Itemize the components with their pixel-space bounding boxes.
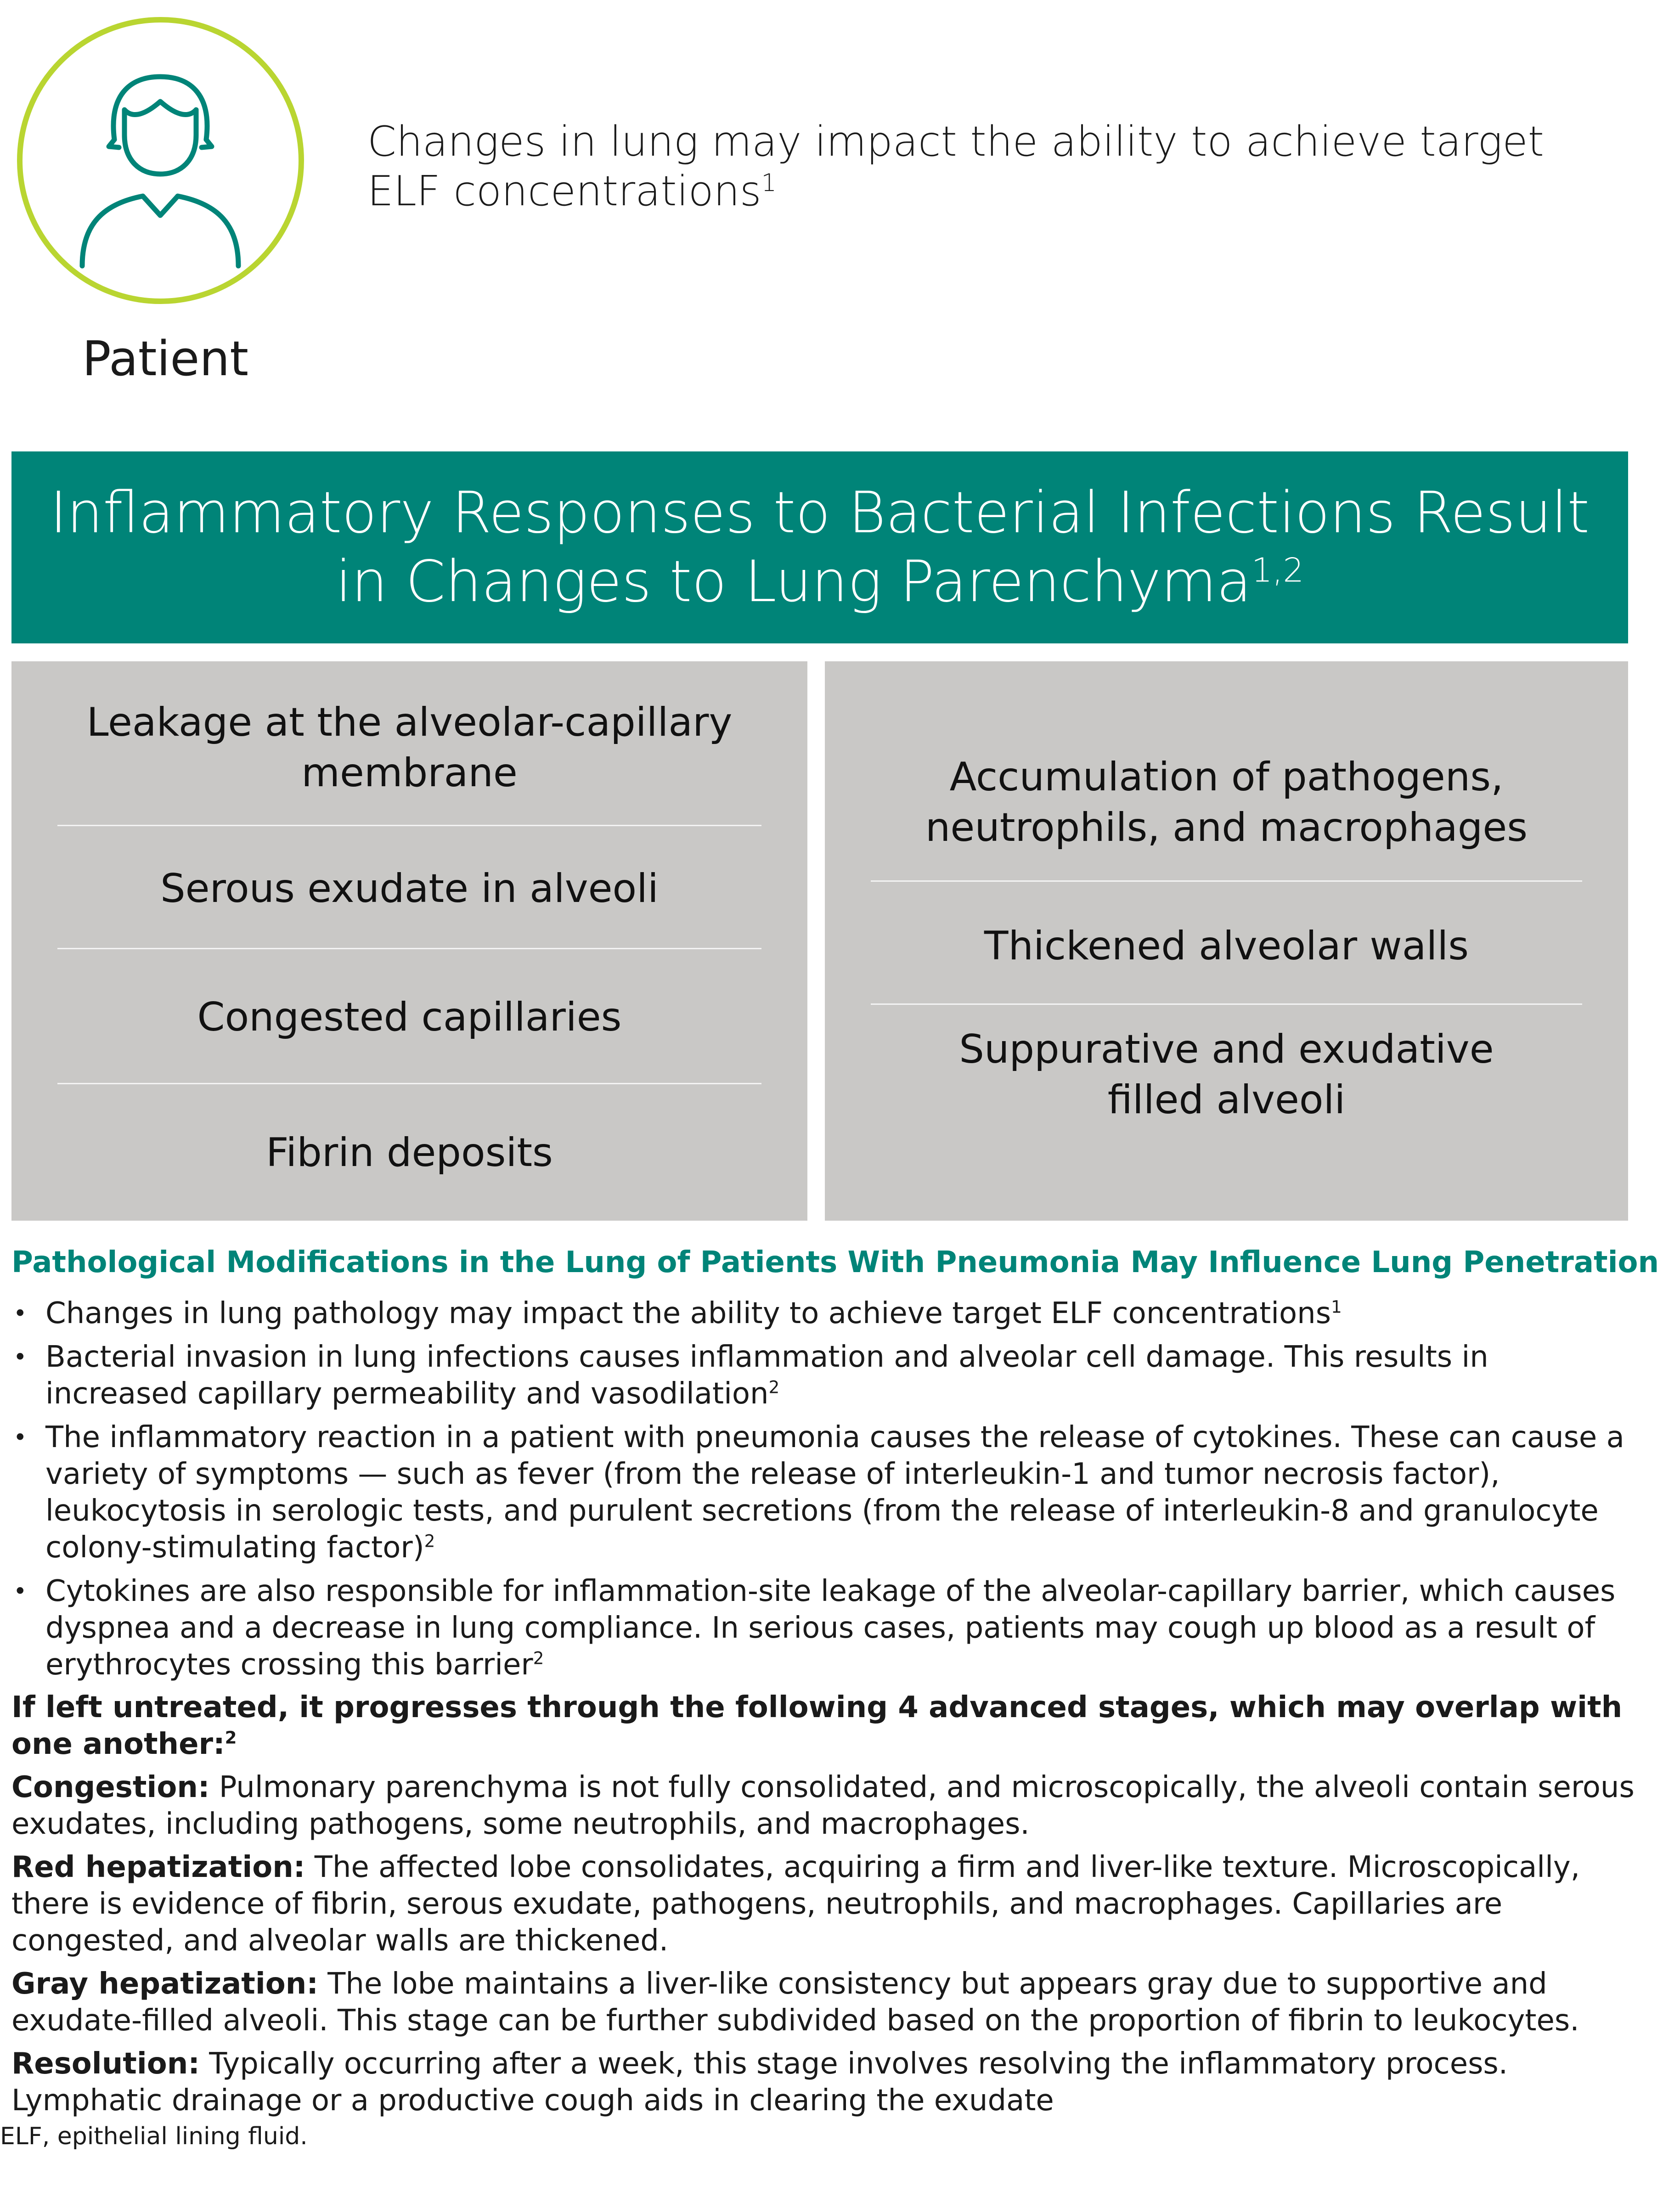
bullet-list — [11, 1295, 1628, 1690]
panel-item: Fibrin deposits — [266, 1130, 553, 1176]
stages-section — [11, 1689, 1637, 2125]
bullet-item: • Changes in lung pathology may impact the ability to achieve target ELF concentrations$^1$ — [11, 1295, 1628, 1332]
panel-item: Suppurative and exudative filled alveoli — [959, 1026, 1494, 1123]
bullet-item: • Cytokines are also responsible for inflammation-site leakage of the alveolar-capillary barrier, which causes dyspnea and a decrease in lung compliance. In serious cases, patients may cough up blood as a result of erythrocytes crossing this barrier$^2$ — [11, 1573, 1628, 1683]
stage-congestion: Congestion: Pulmonary parenchyma is not fully consolidated, and microscopically, the alveoli contain serous exudates, including pathogens, some neutrophils, and macrophages. — [11, 1770, 1635, 1841]
divider — [57, 825, 761, 826]
intro-ref: 1 — [761, 169, 777, 197]
footnote: ELF, epithelial lining fluid. — [0, 2123, 308, 2150]
bullet-item: • Bacterial invasion in lung infections causes inflammation and alveolar cell damage. This results in increased capillary permeability and vasodilation$^2$ — [11, 1339, 1628, 1412]
person-icon — [23, 23, 299, 299]
divider — [57, 948, 761, 949]
panel-item: Thickened alveolar walls — [984, 923, 1469, 969]
banner — [11, 451, 1628, 643]
panel-left — [11, 661, 807, 1221]
panel-item: Congested capillaries — [197, 994, 622, 1040]
banner-refs: 1,2 — [1251, 551, 1304, 590]
stages-lead: If left untreated, it progresses through the following 4 advanced stages, which may overlap with one another:$^2$ — [11, 1690, 1623, 1761]
section-heading: Pathological Modifications in the Lung of Patients With Pneumonia May Influence Lung Penetration — [11, 1245, 1659, 1279]
panel-right — [825, 661, 1628, 1221]
panel-item: Accumulation of pathogens, neutrophils, and macrophages — [925, 754, 1528, 851]
panel-item: Serous exudate in alveoli — [160, 866, 659, 912]
divider — [57, 1083, 761, 1084]
stage-resolution: Resolution: Typically occurring after a week, this stage involves resolving the inflammatory process. Lymphatic drainage or a productive cough aids in clearing the exudate — [11, 2047, 1508, 2118]
divider — [871, 880, 1582, 882]
patient-icon-ring — [17, 17, 304, 304]
banner-title: Inflammatory Responses to Bacterial Infections Result in Changes to Lung Parenchyma$^{1,2}$ — [50, 480, 1590, 615]
patient-label: Patient — [82, 331, 249, 387]
stage-red-hepatization: Red hepatization: The affected lobe consolidates, acquiring a firm and liver-like texture. Microscopically, there is evidence of fibrin, serous exudate, pathogens, neutrophils, and macrophages. Capillaries are congested, and alveolar walls are thickened. — [11, 1850, 1580, 1958]
panel-item: Leakage at the alveolar-capillary membrane — [86, 699, 733, 796]
intro-text: Changes in lung may impact the ability to achieve target ELF concentrations$^1$ — [367, 118, 1544, 215]
stage-gray-hepatization: Gray hepatization: The lobe maintains a liver-like consistency but appears gray due to supportive and exudate-filled alveoli. This stage can be further subdivided based on the proportion of fibrin to leukocytes. — [11, 1967, 1579, 2038]
bullet-item: • The inflammatory reaction in a patient with pneumonia causes the release of cytokines. These can cause a variety of symptoms — such as fever (from the release of interleukin-1 and tumor necrosis factor), leukocytosis in serologic tests, and purulent secretions (from the release of interleukin-8 and granulocyte colony-stimulating factor)$^2$ — [11, 1419, 1628, 1566]
divider — [871, 1003, 1582, 1005]
